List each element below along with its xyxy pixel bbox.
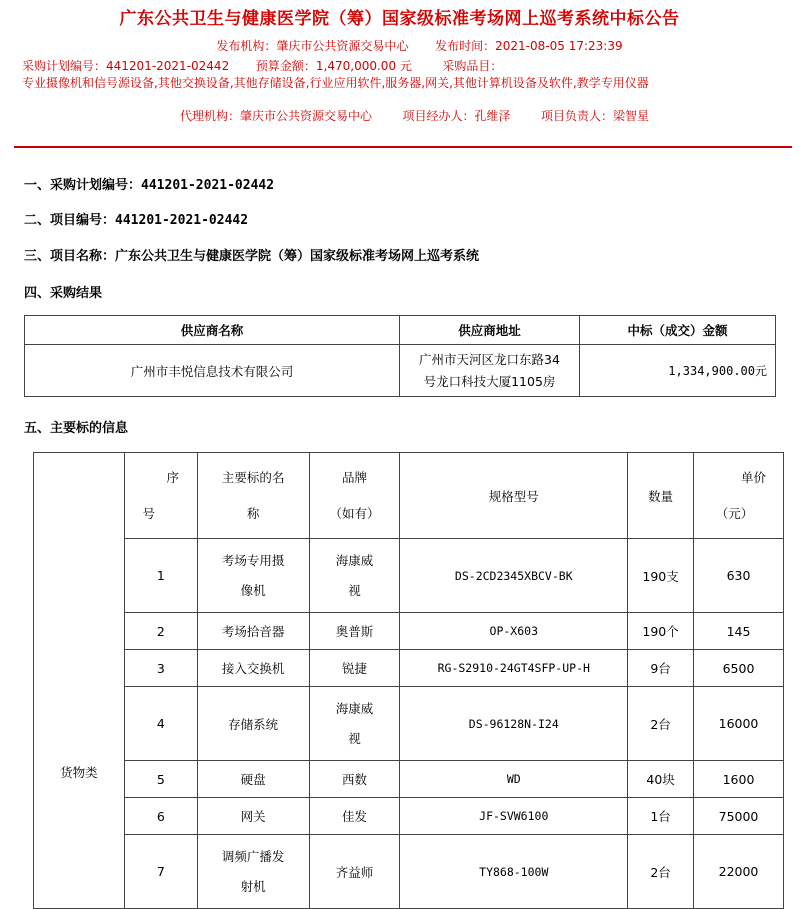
section-goods-heading: 五、主要标的信息: [24, 421, 129, 436]
goods-header-brand-2: （如有）: [329, 505, 380, 521]
table-row: [34, 650, 784, 687]
section-plan-number: [24, 174, 274, 193]
meta-line-2: [22, 58, 782, 92]
table-row: [34, 761, 784, 798]
row-name: 接入交换机: [197, 650, 309, 687]
goods-header-price-2: （元）: [715, 505, 754, 521]
row-brand: [309, 539, 400, 613]
goods-header-brand: [309, 453, 400, 539]
goods-header-no-2: 号: [142, 505, 156, 521]
items-value: 专业摄像机和信号源设备,其他交换设备,其他存储设备,行业应用软件,服务器,网关,其他计算机设备及软件,教学专用仪器: [22, 76, 649, 90]
result-header-address: 供应商地址: [400, 316, 580, 345]
row-spec: JF-SVW6100: [400, 798, 628, 835]
row-qty: 1台: [628, 798, 694, 835]
goods-category: 货物类: [34, 453, 125, 909]
row-spec: DS-96128N-I24: [400, 687, 628, 761]
section-plan-label: 一、采购计划编号：: [24, 178, 142, 193]
time-value: 2021-08-05 17:23:39: [495, 39, 623, 53]
row-no: 4: [124, 687, 197, 761]
goods-header-no: [124, 453, 197, 539]
row-price: 16000: [694, 687, 784, 761]
row-name: [197, 539, 309, 613]
agent-value: 肇庆市公共资源交易中心: [239, 109, 372, 123]
row-no: 6: [124, 798, 197, 835]
row-price: 6500: [694, 650, 784, 687]
result-header-row: [25, 316, 776, 345]
row-price: 75000: [694, 798, 784, 835]
goods-header-no-1: 序: [166, 469, 180, 485]
row-no: 7: [124, 835, 197, 909]
row-name: 硬盘: [197, 761, 309, 798]
row-spec: OP-X603: [400, 613, 628, 650]
section-project-name: [24, 245, 479, 264]
items-label: 采购品目：: [442, 59, 503, 73]
section-project-label: 二、项目编号：: [24, 213, 116, 228]
row-name-1: 考场专用摄: [221, 552, 285, 568]
meta-line-3: [0, 108, 799, 125]
row-qty: 40块: [628, 761, 694, 798]
row-brand-2: 视: [348, 730, 361, 746]
result-header-supplier: 供应商名称: [25, 316, 400, 345]
time-label: 发布时间：: [435, 39, 496, 53]
section-project-value: 441201-2021-02442: [115, 213, 249, 228]
result-amount: 1,334,900.00元: [580, 345, 776, 397]
row-qty: 190支: [628, 539, 694, 613]
result-supplier: 广州市丰悦信息技术有限公司: [25, 345, 400, 397]
row-name: 考场拾音器: [197, 613, 309, 650]
row-price: 1600: [694, 761, 784, 798]
row-brand: 西数: [309, 761, 400, 798]
page-title: 广东公共卫生与健康医学院（筹）国家级标准考场网上巡考系统中标公告: [119, 9, 680, 29]
row-spec: TY868-100W: [400, 835, 628, 909]
table-row: [34, 539, 784, 613]
goods-header-price-1: 单价: [741, 469, 767, 485]
table-row: [34, 835, 784, 909]
row-brand: [309, 687, 400, 761]
plan-value: 441201-2021-02442: [106, 59, 230, 73]
result-header-amount: 中标（成交）金额: [580, 316, 776, 345]
goods-header-row: [34, 453, 784, 539]
row-qty: 9台: [628, 650, 694, 687]
row-brand-1: 海康威: [335, 552, 374, 568]
manager-value: 孔维泽: [474, 109, 511, 123]
goods-header-name-2: 称: [246, 505, 260, 521]
section-name-value: 广东公共卫生与健康医学院（筹）国家级标准考场网上巡考系统: [115, 249, 480, 264]
row-price: 630: [694, 539, 784, 613]
table-row: [34, 687, 784, 761]
row-brand: 齐益师: [309, 835, 400, 909]
row-price: 145: [694, 613, 784, 650]
row-spec: RG-S2910-24GT4SFP-UP-H: [400, 650, 628, 687]
row-brand: 佳发: [309, 798, 400, 835]
row-name: 存储系统: [197, 687, 309, 761]
row-name: 网关: [197, 798, 309, 835]
manager-label: 项目经办人：: [402, 109, 475, 123]
row-spec: DS-2CD2345XBCV-BK: [400, 539, 628, 613]
goods-header-brand-1: 品牌: [341, 469, 367, 485]
meta-line-1: [0, 38, 799, 55]
section-result-heading: 四、采购结果: [24, 286, 103, 301]
goods-header-spec: 规格型号: [400, 453, 628, 539]
goods-header-qty: 数量: [628, 453, 694, 539]
plan-label: 采购计划编号：: [22, 59, 107, 73]
result-address: [400, 345, 580, 397]
agent-label: 代理机构：: [179, 109, 240, 123]
row-no: 5: [124, 761, 197, 798]
row-brand: 奥普斯: [309, 613, 400, 650]
row-no: 3: [124, 650, 197, 687]
row-brand-2: 视: [348, 582, 361, 598]
section-plan-value: 441201-2021-02442: [141, 178, 275, 193]
budget-value: 1,470,000.00 元: [315, 59, 412, 73]
leader-value: 梁智星: [613, 109, 650, 123]
row-name-1: 调频广播发: [221, 848, 285, 864]
table-row: [34, 798, 784, 835]
row-qty: 2台: [628, 687, 694, 761]
row-no: 2: [124, 613, 197, 650]
publisher-value: 肇庆市公共资源交易中心: [276, 39, 409, 53]
goods-header-name-1: 主要标的名: [221, 469, 285, 485]
goods-table: [33, 452, 784, 909]
publisher-label: 发布机构：: [216, 39, 277, 53]
leader-label: 项目负责人：: [541, 109, 614, 123]
result-address-line1: 广州市天河区龙口东路34: [419, 351, 560, 367]
result-row: [25, 345, 776, 397]
table-row: [34, 613, 784, 650]
section-project-number: [24, 209, 248, 228]
row-name: [197, 835, 309, 909]
header-divider: [14, 146, 792, 148]
result-table: [24, 315, 776, 397]
section-name-label: 三、项目名称：: [24, 249, 116, 264]
row-qty: 190个: [628, 613, 694, 650]
row-spec: WD: [400, 761, 628, 798]
row-brand-1: 海康威: [335, 700, 374, 716]
goods-header-price: [694, 453, 784, 539]
row-name-2: 射机: [240, 878, 266, 894]
result-address-line2: 号龙口科技大厦1105房: [423, 373, 556, 389]
row-price: 22000: [694, 835, 784, 909]
row-name-2: 像机: [240, 582, 266, 598]
row-qty: 2台: [628, 835, 694, 909]
row-no: 1: [124, 539, 197, 613]
budget-label: 预算金额：: [255, 59, 316, 73]
row-brand: 锐捷: [309, 650, 400, 687]
goods-header-name: [197, 453, 309, 539]
